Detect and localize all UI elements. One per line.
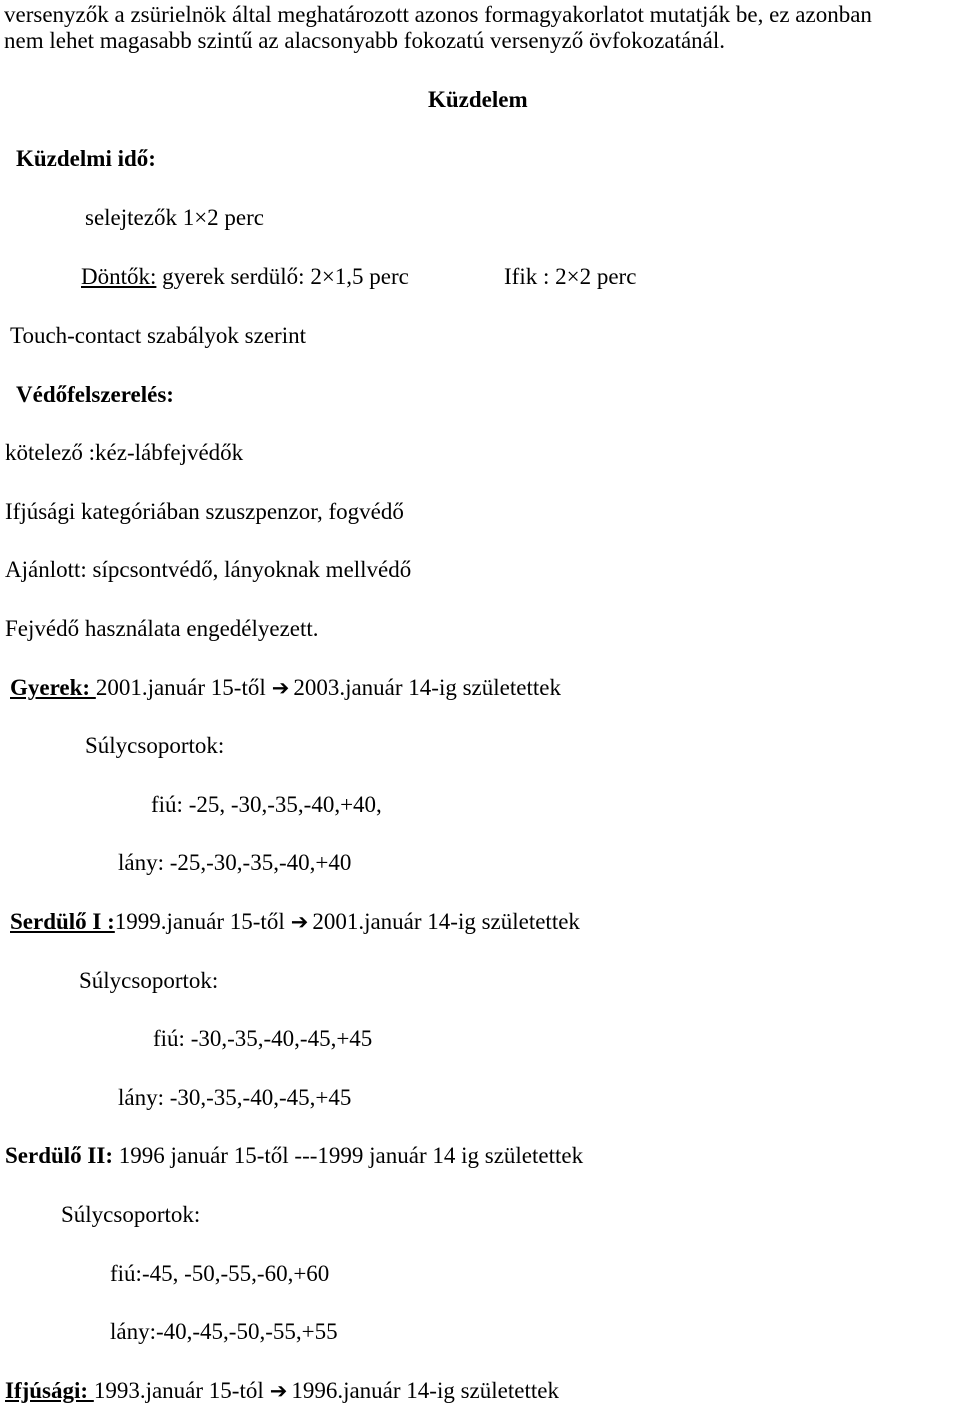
category-to: 2003.január 14-ig születettek [293,675,561,700]
category-from: 1993.január 15-tól [93,1378,264,1403]
category-label: Serdülő II: [5,1143,113,1168]
section-title: Küzdelem [428,87,528,112]
finals-line [81,265,409,288]
weight-girls: lány: -30,-35,-40,-45,+45 [118,1085,352,1110]
weight-boys: fiú: -30,-35,-40,-45,+45 [153,1026,373,1051]
category-from: 2001.január 15-től [95,675,266,700]
arrow-right-icon: ➔ [271,676,290,700]
prelims-line: selejtezők 1×2 perc [85,205,265,230]
category-label: Gyerek: [10,675,96,700]
finals-label: Döntők: [81,264,157,289]
category-serdulo-2 [5,1144,583,1167]
category-label: Serdülő I : [10,909,115,934]
ifik-line: Ifik : 2×2 perc [504,264,637,289]
equipment-youth: Ifjúsági kategóriában szuszpenzor, fogvédő [5,499,404,524]
weight-label: Súlycsoportok: [85,733,225,758]
arrow-right-icon: ➔ [290,910,309,934]
category-from: 1999.január 15-től [114,909,285,934]
rules-line: Touch-contact szabályok szerint [10,323,306,348]
fight-time-label: Küzdelmi idő: [16,146,156,171]
weight-label: Súlycsoportok: [79,968,219,993]
finals-value: gyerek serdülő: 2×1,5 perc [156,264,409,289]
category-ifjusagi [5,1379,559,1402]
category-serdulo-1 [10,910,580,933]
intro-line-1: versenyzők a zsürielnök által meghatározott azonos formagyakorlatot mutatják be, ez azonban [4,2,872,27]
weight-boys: fiú:-45, -50,-55,-60,+60 [110,1261,330,1286]
category-to: 1996.január 14-ig születettek [291,1378,559,1403]
weight-girls: lány:-40,-45,-50,-55,+55 [110,1319,338,1344]
arrow-right-icon: ➔ [269,1379,288,1403]
category-text: 1996 január 15-től ---1999 január 14 ig születettek [113,1143,584,1168]
category-to: 2001.január 14-ig születettek [312,909,580,934]
equipment-label: Védőfelszerelés: [16,382,174,407]
equipment-mandatory: kötelező :kéz-lábfejvédők [5,440,244,465]
category-gyerek [10,676,561,699]
category-label: Ifjúsági: [5,1378,94,1403]
weight-boys: fiú: -25, -30,-35,-40,+40, [151,792,382,817]
weight-girls: lány: -25,-30,-35,-40,+40 [118,850,352,875]
weight-label: Súlycsoportok: [61,1202,201,1227]
equipment-headgear: Fejvédő használata engedélyezett. [5,616,319,641]
equipment-recommended: Ajánlott: sípcsontvédő, lányoknak mellvédő [5,557,412,582]
intro-line-2: nem lehet magasabb szintű az alacsonyabb fokozatú versenyző övfokozatánál. [4,28,726,53]
